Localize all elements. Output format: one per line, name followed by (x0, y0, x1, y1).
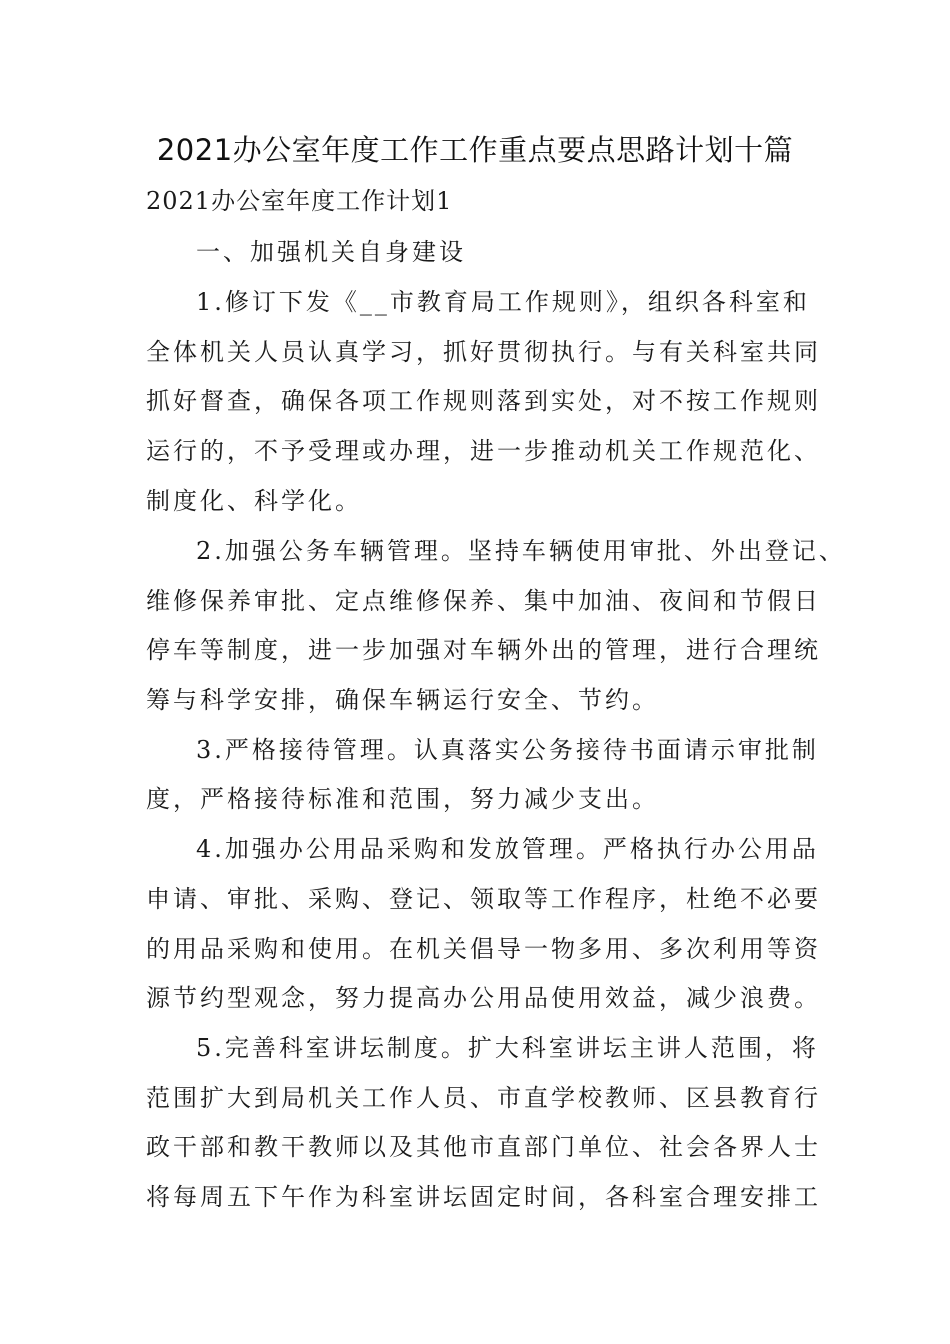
document-title: 2021办公室年度工作工作重点要点思路计划十篇 (156, 133, 794, 167)
paragraph-line: 的用品采购和使用。在机关倡导一物多用、多次利用等资 (146, 935, 821, 963)
paragraph-line: 制度化、科学化。 (146, 487, 362, 515)
paragraph-line: 2.加强公务车辆管理。坚持车辆使用审批、外出登记、 (196, 537, 846, 565)
paragraph-line: 1.修订下发《__市教育局工作规则》，组织各科室和 (196, 288, 810, 316)
paragraph-line: 全体机关人员认真学习，抓好贯彻执行。与有关科室共同 (146, 338, 821, 366)
paragraph-line: 申请、审批、采购、登记、领取等工作程序，杜绝不必要 (146, 885, 821, 913)
paragraph-line: 维修保养审批、定点维修保养、集中加油、夜间和节假日 (146, 587, 821, 615)
paragraph-line: 抓好督查，确保各项工作规则落到实处，对不按工作规则 (146, 387, 821, 415)
section-heading: 一、加强机关自身建设 (196, 238, 466, 266)
plan-subtitle: 2021办公室年度工作计划1 (146, 187, 453, 215)
paragraph-line: 度，严格接待标准和范围，努力减少支出。 (146, 785, 659, 813)
paragraph-line: 政干部和教干教师以及其他市直部门单位、社会各界人士 (146, 1133, 821, 1161)
paragraph-line: 将每周五下午作为科室讲坛固定时间，各科室合理安排工 (146, 1183, 821, 1211)
paragraph-line: 运行的，不予受理或办理，进一步推动机关工作规范化、 (146, 437, 821, 465)
paragraph-line: 5.完善科室讲坛制度。扩大科室讲坛主讲人范围，将 (196, 1034, 819, 1062)
paragraph-line: 源节约型观念，努力提高办公用品使用效益，减少浪费。 (146, 984, 821, 1012)
paragraph-line: 筹与科学安排，确保车辆运行安全、节约。 (146, 686, 659, 714)
paragraph-line: 范围扩大到局机关工作人员、市直学校教师、区县教育行 (146, 1084, 821, 1112)
paragraph-line: 4.加强办公用品采购和发放管理。严格执行办公用品 (196, 835, 819, 863)
paragraph-line: 3.严格接待管理。认真落实公务接待书面请示审批制 (196, 736, 819, 764)
paragraph-line: 停车等制度，进一步加强对车辆外出的管理，进行合理统 (146, 636, 821, 664)
